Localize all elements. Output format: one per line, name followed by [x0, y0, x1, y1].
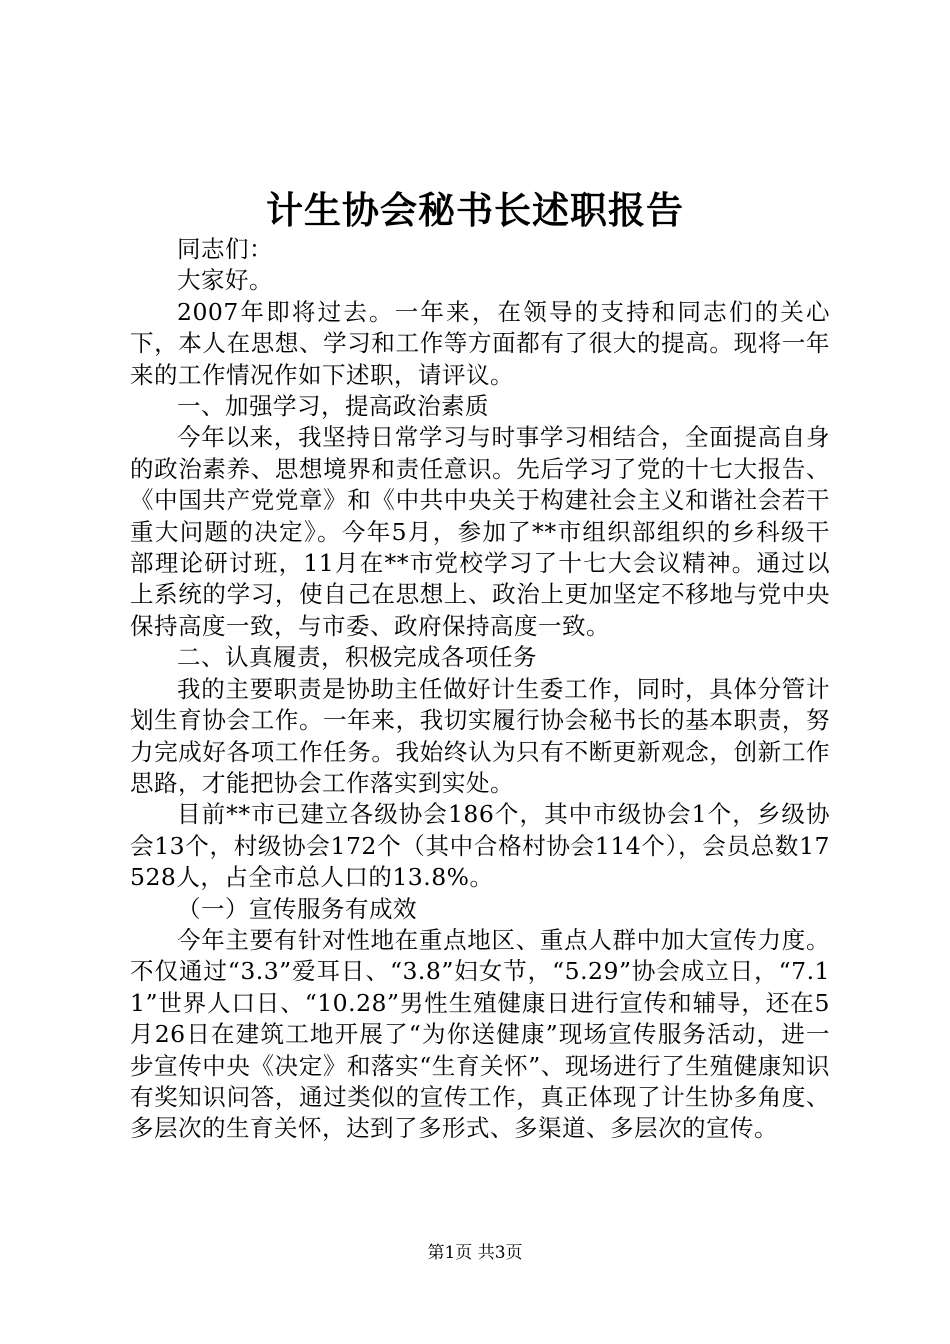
page-footer: 第1页 共3页 [427, 1243, 523, 1263]
section-heading-2: 二、认真履责，积极完成各项任务 [177, 643, 537, 672]
section-heading-1: 一、加强学习，提高政治素质 [177, 392, 489, 421]
document-title: 计生协会秘书长述职报告 [266, 188, 684, 232]
study-paragraph: 今年以来，我坚持日常学习与时事学习相结合，全面提高自身的政治素养、思想境界和责任意识。先后学习了党的十七大报告、《中国共产党党章》和《中共中央关于构建社会主义和谐社会若干重大问题的决定》。今年5月，参加了**市组织部组织的乡科级干部理论研讨班，11月在**市党校学习了十七大会议精神。通过以上系统的学习，使自己在思想上、政治上更加坚定不移地与党中央保持高度一致，与市委、政府保持高度一致。 [130, 423, 830, 640]
publicity-paragraph: 今年主要有针对性地在重点地区、重点人群中加大宣传力度。不仅通过“3.3”爱耳日、“3.8”妇女节，“5.29”协会成立日，“7.11”世界人口日、“10.28”男性生殖健康日进行宣传和辅导，还在5月26日在建筑工地开展了“为你送健康”现场宣传服务活动，进一步宣传中央《决定》和落实“生育关怀”、现场进行了生殖健康知识有奖知识问答，通过类似的宣传工作，真正体现了计生协多角度、多层次的生育关怀，达到了多形式、多渠道、多层次的宣传。 [130, 925, 830, 1143]
document-body [130, 234, 830, 1145]
greeting: 大家好。 [177, 266, 273, 295]
statistics-paragraph: 目前**市已建立各级协会186个，其中市级协会1个，乡级协会13个，村级协会172个（其中合格村协会114个），会员总数17528人，占全市总人口的13.8%。 [130, 800, 830, 892]
salutation: 同志们： [177, 235, 273, 263]
intro-paragraph: 2007年即将过去。一年来，在领导的支持和同志们的关心下，本人在思想、学习和工作等方面都有了很大的提高。现将一年来的工作情况作如下述职，请评议。 [130, 297, 830, 389]
subsection-heading-1: （一）宣传服务有成效 [177, 894, 417, 923]
duties-paragraph: 我的主要职责是协助主任做好计生委工作，同时，具体分管计划生育协会工作。一年来，我切实履行协会秘书长的基本职责，努力完成好各项工作任务。我始终认为只有不断更新观念，创新工作思路，才能把协会工作落实到实处。 [130, 674, 830, 797]
